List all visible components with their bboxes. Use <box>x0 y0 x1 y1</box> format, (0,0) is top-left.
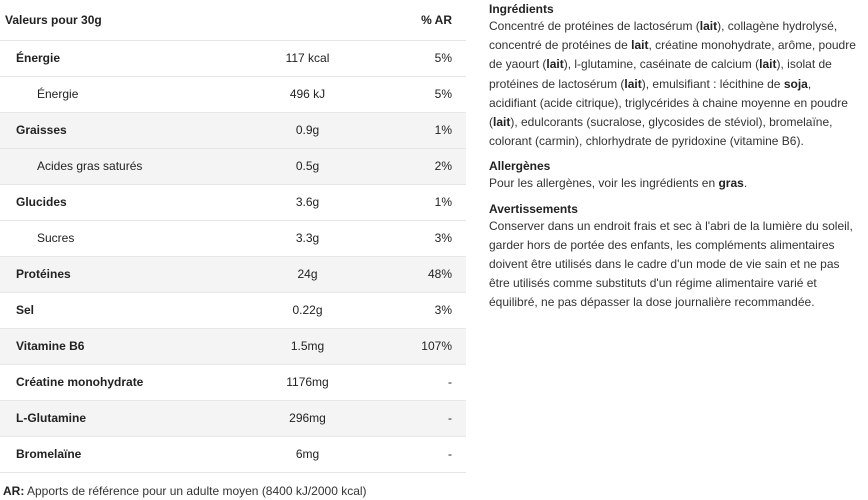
table-row <box>0 184 466 220</box>
nutrient-value: 3.6g <box>245 184 370 220</box>
ar-footnote <box>3 484 367 498</box>
table-row <box>0 220 466 256</box>
table-row <box>0 436 466 472</box>
table-row <box>0 256 466 292</box>
nutrient-ar: 107% <box>370 328 466 364</box>
allergen-highlight: gras <box>718 176 744 191</box>
table-row <box>0 292 466 328</box>
nutrient-name: Protéines <box>0 256 245 292</box>
nutrient-value: 1.5mg <box>245 328 370 364</box>
nutrient-name: Bromelaïne <box>0 436 245 472</box>
nutrient-name: Sel <box>0 292 245 328</box>
warnings-text: Conserver dans un endroit frais et sec à l'abri de la lumière du soleil, garder hors de portée des enfants, les compléments alimentaires doivent être utilisés dans le cadre d'un mode de vie sain et ne pas être utilisés comme substituts d'un régime alimentaire varié et équilibré, ne pas dépasser la dose journalière recommandée. <box>489 218 853 310</box>
header-value <box>245 0 370 40</box>
header-serving-label: Valeurs pour 30g <box>5 12 102 27</box>
ingredients-text: Concentré de protéines de lactosérum (lait), collagène hydrolysé, concentré de protéines de lait, créatine monohydrate, arôme, poudre de yaourt (lait), l-glutamine, caséinate de calcium (lait), isolat de protéines de lactosérum (lait), emulsifiant : lécithine de soja, acidifiant (acide citrique), triglycérides à chaine moyenne en poudre (lait), edulcorants (sucralose, glycosides de stéviol), bromelaïne, colorant (carmin), chlorhydrate de pyridoxine (vitamine B6). <box>489 19 856 149</box>
table-row <box>0 40 466 76</box>
allergen-highlight: lait <box>699 19 718 33</box>
allergen-highlight: lait <box>624 76 642 91</box>
ar-footnote-label: AR: <box>3 484 25 498</box>
nutrient-name: Vitamine B6 <box>0 328 245 364</box>
nutrient-ar: - <box>370 436 466 472</box>
nutrient-ar: 2% <box>370 148 466 184</box>
table-row <box>0 148 466 184</box>
ingredients-section <box>489 2 861 151</box>
nutrient-name: Énergie <box>0 76 245 112</box>
nutrient-name: Créatine monohydrate <box>0 364 245 400</box>
nutrient-name: Énergie <box>0 40 245 76</box>
table-row <box>0 328 466 364</box>
allergen-highlight: lait <box>493 115 511 130</box>
nutrient-value: 296mg <box>245 400 370 436</box>
warnings-section <box>489 202 861 313</box>
nutrient-ar: - <box>370 400 466 436</box>
ingredients-title: Ingrédients <box>489 2 554 16</box>
table-row <box>0 400 466 436</box>
table-header-row <box>0 0 466 40</box>
nutrient-value: 3.3g <box>245 220 370 256</box>
table-row <box>0 364 466 400</box>
table-row <box>0 76 466 112</box>
nutrient-value: 496 kJ <box>245 76 370 112</box>
table-row <box>0 112 466 148</box>
nutrient-name: Glucides <box>0 184 245 220</box>
nutrient-value: 0.22g <box>245 292 370 328</box>
nutrient-ar: 5% <box>370 76 466 112</box>
nutrient-value: 24g <box>245 256 370 292</box>
allergens-section <box>489 159 861 193</box>
nutrient-name: Sucres <box>0 220 245 256</box>
warnings-title: Avertissements <box>489 201 578 216</box>
allergen-highlight: lait <box>631 38 649 53</box>
nutrient-ar: 1% <box>370 184 466 220</box>
ar-footnote-text: Apports de référence pour un adulte moyen (8400 kJ/2000 kcal) <box>24 484 367 498</box>
product-info-panel <box>489 2 861 321</box>
nutrient-value: 117 kcal <box>245 40 370 76</box>
allergen-highlight: soja <box>783 76 808 91</box>
allergens-text: Pour les allergènes, voir les ingrédients en gras. <box>489 176 748 191</box>
nutrient-value: 6mg <box>245 436 370 472</box>
nutrient-value: 1176mg <box>245 364 370 400</box>
nutrient-ar: 3% <box>370 220 466 256</box>
nutrient-name: Graisses <box>0 112 245 148</box>
allergen-highlight: lait <box>759 57 777 72</box>
nutrient-ar: 48% <box>370 256 466 292</box>
nutrient-value: 0.9g <box>245 112 370 148</box>
nutrient-ar: - <box>370 364 466 400</box>
nutrient-ar: 1% <box>370 112 466 148</box>
nutrient-value: 0.5g <box>245 148 370 184</box>
nutrient-ar: 3% <box>370 292 466 328</box>
allergens-title: Allergènes <box>489 159 551 174</box>
nutrient-name: Acides gras saturés <box>0 148 245 184</box>
nutrient-ar: 5% <box>370 40 466 76</box>
allergen-highlight: lait <box>546 57 564 72</box>
header-ar-label: % AR <box>421 12 452 27</box>
nutrient-name: L-Glutamine <box>0 400 245 436</box>
